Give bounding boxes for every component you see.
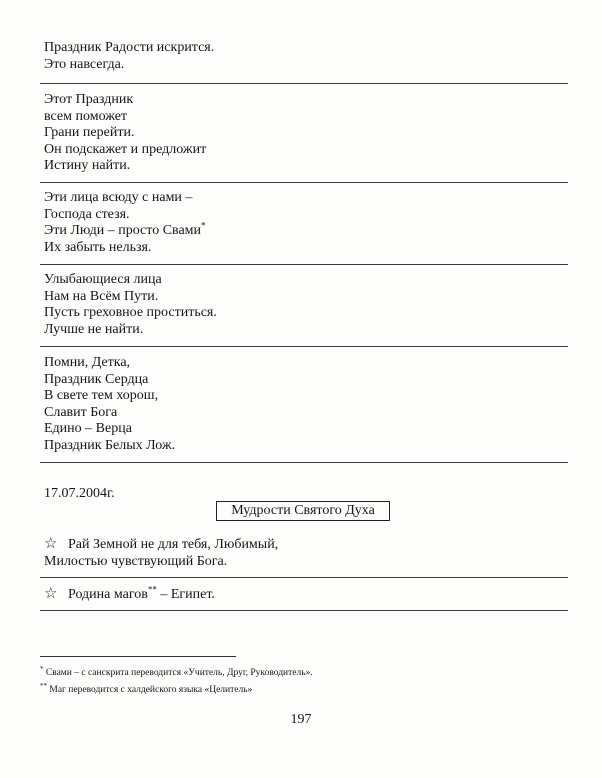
- section-title-box: [216, 501, 390, 521]
- divider: [40, 577, 568, 578]
- footnote-text: Маг переводится с халдейского языка «Целитель»: [47, 685, 253, 695]
- divider: [40, 182, 568, 183]
- stanza-3: [44, 190, 206, 256]
- stanza-line: [44, 220, 206, 240]
- footnote-marker: **: [40, 681, 47, 690]
- stanza-line: Нам на Всём Пути.: [44, 288, 159, 304]
- stanza-line: Это навсегда.: [44, 56, 125, 72]
- stanza-line-text: Эти Люди – просто Свами: [44, 223, 202, 239]
- stanza-line: Лучше не найти.: [44, 321, 144, 337]
- saying-1-continued: [44, 553, 227, 570]
- stanza-line: В свете тем хорош,: [44, 388, 159, 404]
- divider: [40, 462, 568, 463]
- star-icon: ☆: [44, 536, 58, 552]
- saying-1: [44, 536, 278, 553]
- footnote-marker: *: [40, 664, 44, 673]
- stanza-line: Эти лица всюду с нами –: [44, 190, 193, 205]
- section-title: Мудрости Святого Духа: [231, 503, 375, 518]
- stanza-2: [44, 92, 206, 175]
- saying-text: Родина магов: [68, 587, 148, 602]
- stanza-line: Едино – Верца: [44, 421, 132, 437]
- star-icon: ☆: [44, 586, 58, 602]
- saying-2: [44, 586, 215, 603]
- saying-text: – Египет.: [156, 587, 215, 602]
- saying-text: Рай Земной не для тебя, Любимый,: [68, 537, 279, 552]
- stanza-line: Праздник Сердца: [44, 371, 149, 387]
- divider: [40, 264, 568, 265]
- stanza-line: Праздник Радости искрится.: [44, 40, 215, 55]
- stanza-line: Их забыть нельзя.: [44, 239, 152, 255]
- stanza-line: Славит Бога: [44, 404, 118, 420]
- divider: [40, 346, 568, 347]
- footnote-2: [40, 681, 253, 696]
- divider: [40, 610, 568, 611]
- stanza-1: [44, 40, 214, 73]
- footnote-text: Свами – с санскрита переводится «Учитель, Друг, Руководитель».: [43, 668, 313, 678]
- stanza-line: Улыбающиеся лица: [44, 272, 162, 287]
- stanza-line: Господа стезя.: [44, 206, 130, 222]
- date-line: 17.07.2004г.: [44, 486, 115, 501]
- stanza-line: всем поможет: [44, 108, 128, 124]
- stanza-line: Пусть греховное проститься.: [44, 305, 217, 321]
- stanza-line: Истину найти.: [44, 158, 131, 174]
- footnote-marker: **: [147, 584, 157, 595]
- saying-text: Милостью чувствующий Бога.: [44, 554, 228, 569]
- footnote-separator: [40, 656, 236, 657]
- footnote-marker: *: [201, 220, 206, 231]
- page-number: 197: [290, 712, 312, 727]
- divider: [40, 83, 568, 84]
- stanza-5: [44, 355, 175, 455]
- stanza-line: Грани перейти.: [44, 125, 135, 141]
- stanza-line: Этот Праздник: [44, 92, 134, 107]
- stanza-4: [44, 272, 217, 338]
- stanza-line: Праздник Белых Лож.: [44, 437, 176, 453]
- stanza-line: Он подскажет и предложит: [44, 141, 207, 157]
- footnote-1: [40, 664, 313, 679]
- stanza-line: Помни, Детка,: [44, 355, 131, 370]
